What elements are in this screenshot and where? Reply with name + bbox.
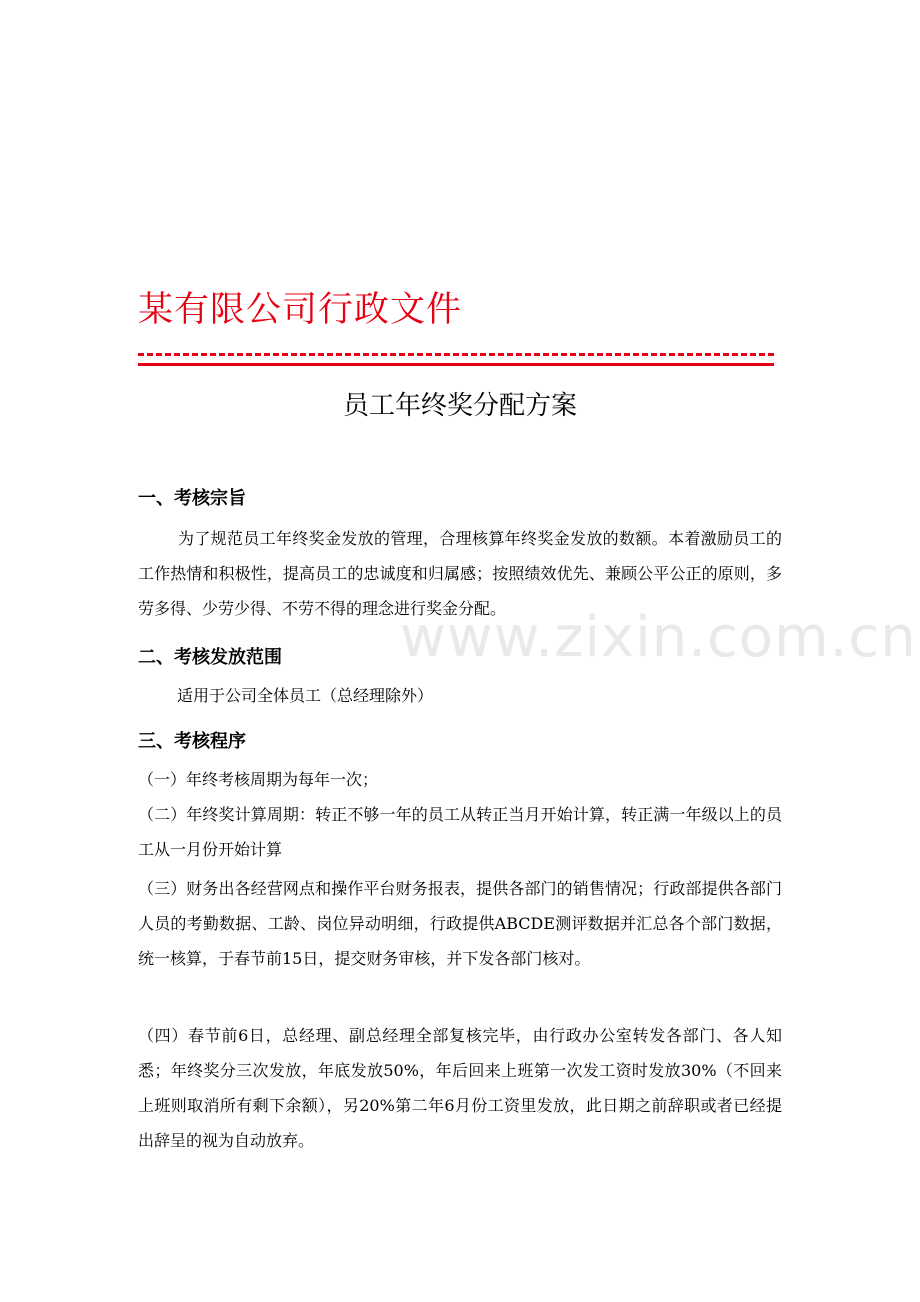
procedure-item: （四）春节前6日，总经理、副总经理全部复核完毕，由行政办公室转发各部门、各人知悉；年终奖分三次发放，年底发放50%，年后回来上班第一次发工资时发放30%（不回来上班则取消所有剩下余额），另20%第二年6月份工资里发放，此日期之前辞职或者已经提出辞呈的视为自动放弃。 <box>138 1026 782 1150</box>
section-heading-procedure: 三、考核程序 <box>138 731 246 752</box>
org-title: 某有限公司行政文件 <box>138 290 463 330</box>
section-paragraph-scope: 适用于公司全体员工（总经理除外） <box>177 686 434 705</box>
procedure-item: （二）年终奖计算周期：转正不够一年的员工从转正当月开始计算，转正满一年级以上的员工从一月份开始计算 <box>138 805 782 859</box>
procedure-item: （三）财务出各经营网点和操作平台财务报表，提供各部门的销售情况；行政部提供各部门人员的考勤数据、工龄、岗位异动明细，行政提供ABCDE测评数据并汇总各个部门数据，统一核算，于春节前15日，提交财务审核，并下发各部门核对。 <box>138 879 782 968</box>
section-heading-purpose: 一、考核宗旨 <box>138 488 246 509</box>
document-title: 员工年终奖分配方案 <box>342 391 577 421</box>
red-solid-rule <box>138 363 774 366</box>
watermark: www.zixin.com.cn <box>400 605 917 670</box>
procedure-item: （一）年终考核周期为每年一次； <box>138 770 379 789</box>
red-dashed-rule <box>138 353 774 356</box>
section-heading-scope: 二、考核发放范围 <box>138 647 282 668</box>
section-paragraph-purpose: 为了规范员工年终奖金发放的管理，合理核算年终奖金发放的数额。本着激励员工的工作热情和积极性，提高员工的忠诚度和归属感；按照绩效优先、兼顾公平公正的原则，多劳多得、少劳少得、不劳不得的理念进行奖金分配。 <box>138 529 782 618</box>
